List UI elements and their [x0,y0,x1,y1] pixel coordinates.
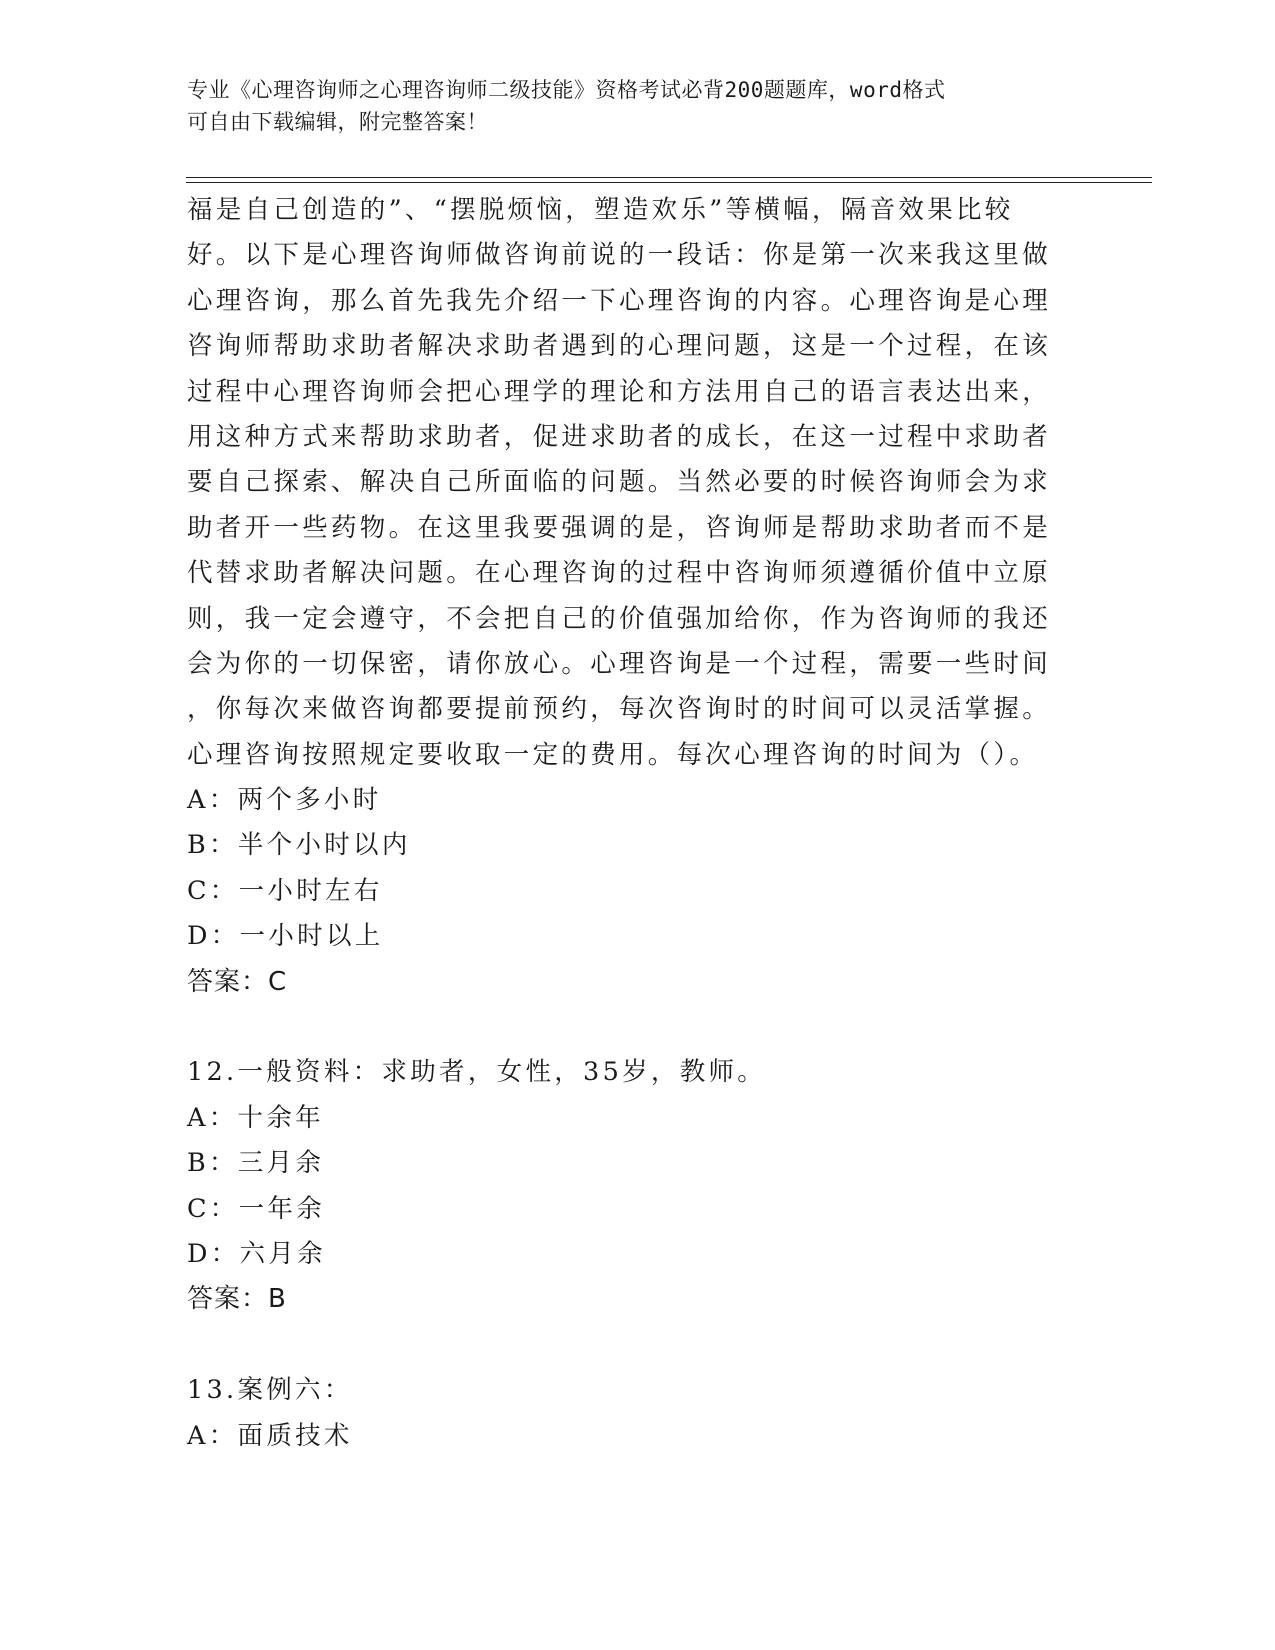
question-11-stem-line: 代替求助者解决问题。在心理咨询的过程中咨询师须遵循价值中立原 [187,558,1052,589]
question-11-option-d: D：一小时以上 [187,921,384,952]
question-11-stem-line: ，你每次来做咨询都要提前预约，每次咨询时的时间可以灵活掌握。 [187,694,1052,725]
question-12 [187,1050,1087,1322]
header-line-1: 专业《心理咨询师之心理咨询师二级技能》资格考试必背200题题库，word格式 [187,78,946,102]
question-13 [187,1368,1087,1459]
question-spacer [187,1323,1087,1368]
question-11-stem-line: 则，我一定会遵守，不会把自己的价值强加给你，作为咨询师的我还 [187,603,1052,634]
header-divider-bottom [186,182,1152,183]
question-12-option-c: C：一年余 [187,1193,326,1224]
question-12-option-b: B：三月余 [187,1148,325,1179]
question-11-stem-line: 心理咨询，那么首先我先介绍一下心理咨询的内容。心理咨询是心理 [187,285,1052,316]
question-11-stem-line: 助者开一些药物。在这里我要强调的是，咨询师是帮助求助者而不是 [187,512,1052,543]
document-body [187,188,1087,1459]
question-12-option-d: D：六月余 [187,1238,326,1269]
header-divider-top [186,177,1152,178]
question-11-stem-line: 好。以下是心理咨询师做咨询前说的一段话：你是第一次来我这里做 [187,240,1052,271]
question-11-stem-line: 咨询师帮助求助者解决求助者遇到的心理问题，这是一个过程，在该 [187,331,1052,362]
question-11-option-a: A：两个多小时 [187,785,382,816]
question-12-option-a: A：十余年 [187,1102,324,1133]
header-line-2: 可自由下载编辑，附完整答案！ [187,110,488,134]
question-12-stem: 12.一般资料：求助者，女性，35岁，教师。 [187,1057,767,1088]
question-11-stem-line: 要自己探索、解决自己所面临的问题。当然必要的时候咨询师会为求 [187,467,1052,498]
question-13-stem: 13.案例六： [187,1375,353,1406]
question-spacer [187,1005,1087,1050]
question-11-option-b: B：半个小时以内 [187,830,411,861]
question-11-stem-line: 会为你的一切保密，请你放心。心理咨询是一个过程，需要一些时间 [187,648,1052,679]
question-11-stem-line: 用这种方式来帮助求助者，促进求助者的成长，在这一过程中求助者 [187,421,1052,452]
question-13-option-a: A：面质技术 [187,1420,353,1451]
question-12-answer: 答案：B [187,1284,287,1315]
question-11-stem-line: 福是自己创造的”、“摆脱烦恼，塑造欢乐”等横幅，隔音效果比较 [187,195,1014,225]
question-11-answer: 答案：C [187,966,288,997]
question-11-stem-line: 过程中心理咨询师会把心理学的理论和方法用自己的语言表达出来， [187,376,1052,407]
document-header [187,74,1067,138]
question-11-stem-line: 心理咨询按照规定要收取一定的费用。每次心理咨询的时间为（）。 [187,739,1039,770]
question-11-option-c: C：一小时左右 [187,875,383,906]
question-11 [187,188,1087,1005]
